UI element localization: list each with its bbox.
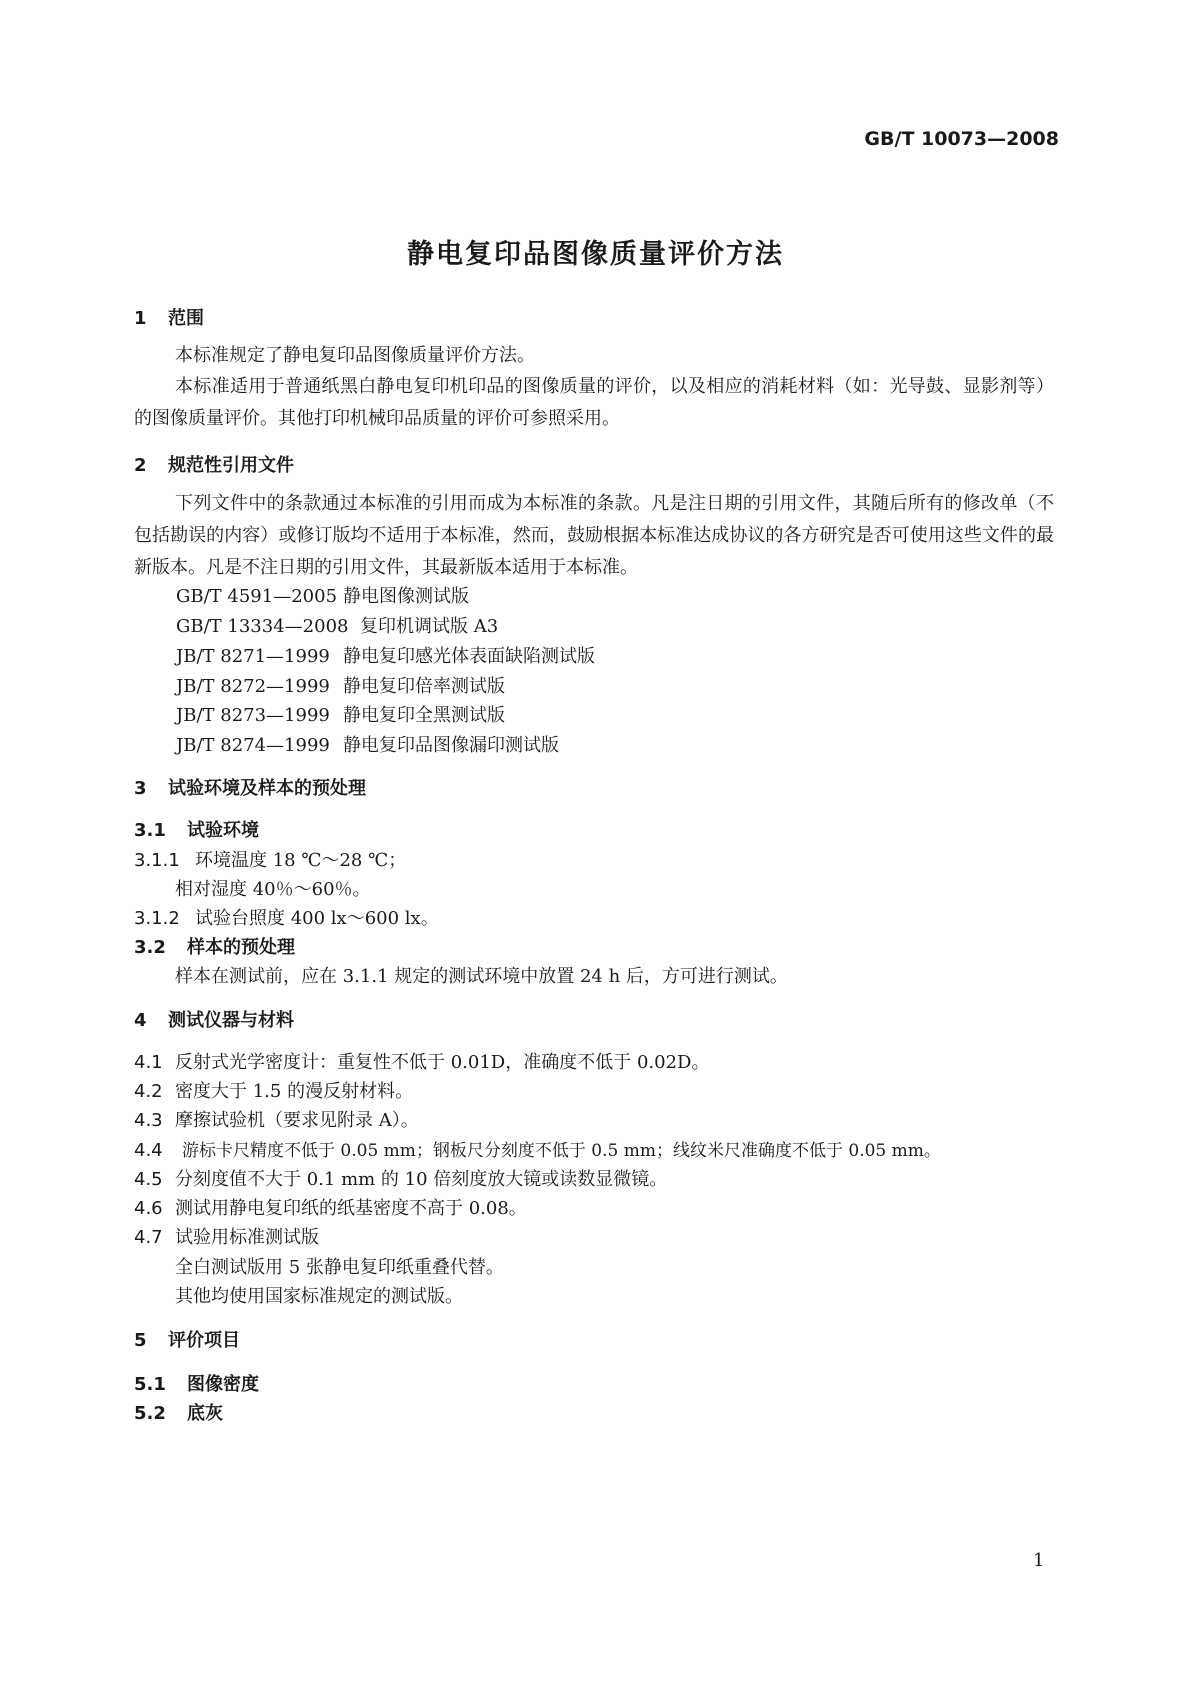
clause-4-3 [134,1106,419,1132]
section-number: 3 [134,778,147,799]
subsection-title: 底灰 [187,1403,223,1424]
reference-name: 静电复印全黑测试版 [343,705,505,726]
section-number: 5 [134,1330,147,1351]
clause-number: 3.1.1 [134,850,180,871]
page-number: 1 [1033,1550,1045,1571]
clause-number: 4.7 [134,1227,163,1248]
section-1-heading [134,304,204,330]
subsection-title: 样本的预处理 [187,937,295,958]
clause-text: 分刻度值不大于 0.1 mm 的 10 倍刻度放大镜或读数显微镜。 [175,1169,668,1190]
clause-number: 4.4 [134,1140,163,1161]
subsection-number: 5.1 [134,1374,166,1395]
clause-number: 4.6 [134,1198,163,1219]
reference-code: JB/T 8273—1999 [176,705,330,726]
document-number: GB/T 10073—2008 [864,128,1059,150]
clause-3-1-1-line-2: 相对湿度 40％～60％。 [175,879,371,900]
clause-4-7 [134,1223,319,1249]
reference-name: 静电复印感光体表面缺陷测试版 [343,646,595,667]
section-4-heading [134,1006,294,1032]
reference-code: GB/T 13334—2008 [176,616,349,637]
clause-4-2 [134,1077,413,1103]
clause-text: 密度大于 1.5 的漫反射材料。 [175,1081,414,1102]
section-2-paragraph: 下列文件中的条款通过本标准的引用而成为本标准的条款。凡是注日期的引用文件，其随后所有的修改单（不包括勘误的内容）或修订版均不适用于本标准，然而，鼓励根据本标准达成协议的各方研究是否可使用这些文件的最新版本。凡是不注日期的引用文件，其最新版本适用于本标准。 [134,493,1054,578]
clause-number: 4.3 [134,1110,163,1131]
subsection-5-2-heading [134,1399,223,1425]
reference-item [176,672,505,698]
clause-4-5 [134,1165,667,1191]
clause-3-1-1 [134,846,406,872]
section-5-heading [134,1326,240,1352]
clause-number: 4.1 [134,1052,163,1073]
section-3-heading [134,774,366,800]
subsection-3-2-heading [134,933,295,959]
page-title: 静电复印品图像质量评价方法 [407,239,784,270]
clause-4-7-paragraph-1: 全白测试版用 5 张静电复印纸重叠代替。 [175,1257,504,1278]
clause-text: 摩擦试验机（要求见附录 A）。 [175,1110,419,1131]
clause-4-1 [134,1048,709,1074]
clause-text: 试验台照度 400 lx～600 lx。 [195,908,439,929]
section-title: 评价项目 [168,1330,240,1351]
reference-code: JB/T 8272—1999 [176,676,330,697]
section-number: 2 [134,455,147,476]
section-number: 1 [134,308,147,329]
subsection-3-2-text: 样本在测试前，应在 3.1.1 规定的测试环境中放置 24 h 后，方可进行测试。 [175,966,788,987]
subsection-3-1-heading [134,816,259,842]
section-title: 规范性引用文件 [168,455,294,476]
reference-name: 静电复印品图像漏印测试版 [343,735,559,756]
reference-code: JB/T 8271—1999 [176,646,330,667]
clause-4-7-paragraph-2: 其他均使用国家标准规定的测试版。 [175,1286,463,1307]
section-2-heading [134,451,294,477]
clause-3-1-2 [134,904,439,930]
clause-number: 3.1.2 [134,908,180,929]
reference-item [176,731,559,757]
clause-text: 试验用标准测试版 [175,1227,319,1248]
section-1-paragraph-1: 本标准规定了静电复印品图像质量评价方法。 [175,345,535,366]
reference-item [176,612,498,638]
section-1-paragraph-2: 本标准适用于普通纸黑白静电复印机印品的图像质量的评价，以及相应的消耗材料（如：光导鼓、显影剂等）的图像质量评价。其他打印机械印品质量的评价可参照采用。 [134,376,1054,429]
reference-name: 静电图像测试版 [343,586,469,607]
section-title: 范围 [168,308,204,329]
clause-4-4 [134,1136,941,1161]
section-title: 测试仪器与材料 [168,1010,294,1031]
section-number: 4 [134,1010,147,1031]
reference-item [176,582,469,608]
clause-number: 4.5 [134,1169,163,1190]
clause-text: 反射式光学密度计：重复性不低于 0.01D，准确度不低于 0.02D。 [175,1052,710,1073]
reference-name: 复印机调试版 A3 [360,616,499,637]
subsection-title: 图像密度 [187,1374,259,1395]
reference-code: GB/T 4591—2005 [176,586,338,607]
reference-name: 静电复印倍率测试版 [343,676,505,697]
subsection-5-1-heading [134,1370,259,1396]
clause-4-6 [134,1194,527,1220]
clause-text: 测试用静电复印纸的纸基密度不高于 0.08。 [175,1198,527,1219]
reference-item [176,701,505,727]
clause-number: 4.2 [134,1081,163,1102]
reference-code: JB/T 8274—1999 [176,735,330,756]
subsection-number: 5.2 [134,1403,166,1424]
clause-text: 游标卡尺精度不低于 0.05 mm；钢板尺分刻度不低于 0.5 mm；线纹米尺准确度不低于 0.05 mm。 [182,1141,941,1161]
section-title: 试验环境及样本的预处理 [168,778,366,799]
reference-item [176,642,595,668]
subsection-title: 试验环境 [187,820,259,841]
subsection-number: 3.1 [134,820,166,841]
subsection-number: 3.2 [134,937,166,958]
clause-text: 环境温度 18 ℃～28 ℃； [195,850,407,871]
